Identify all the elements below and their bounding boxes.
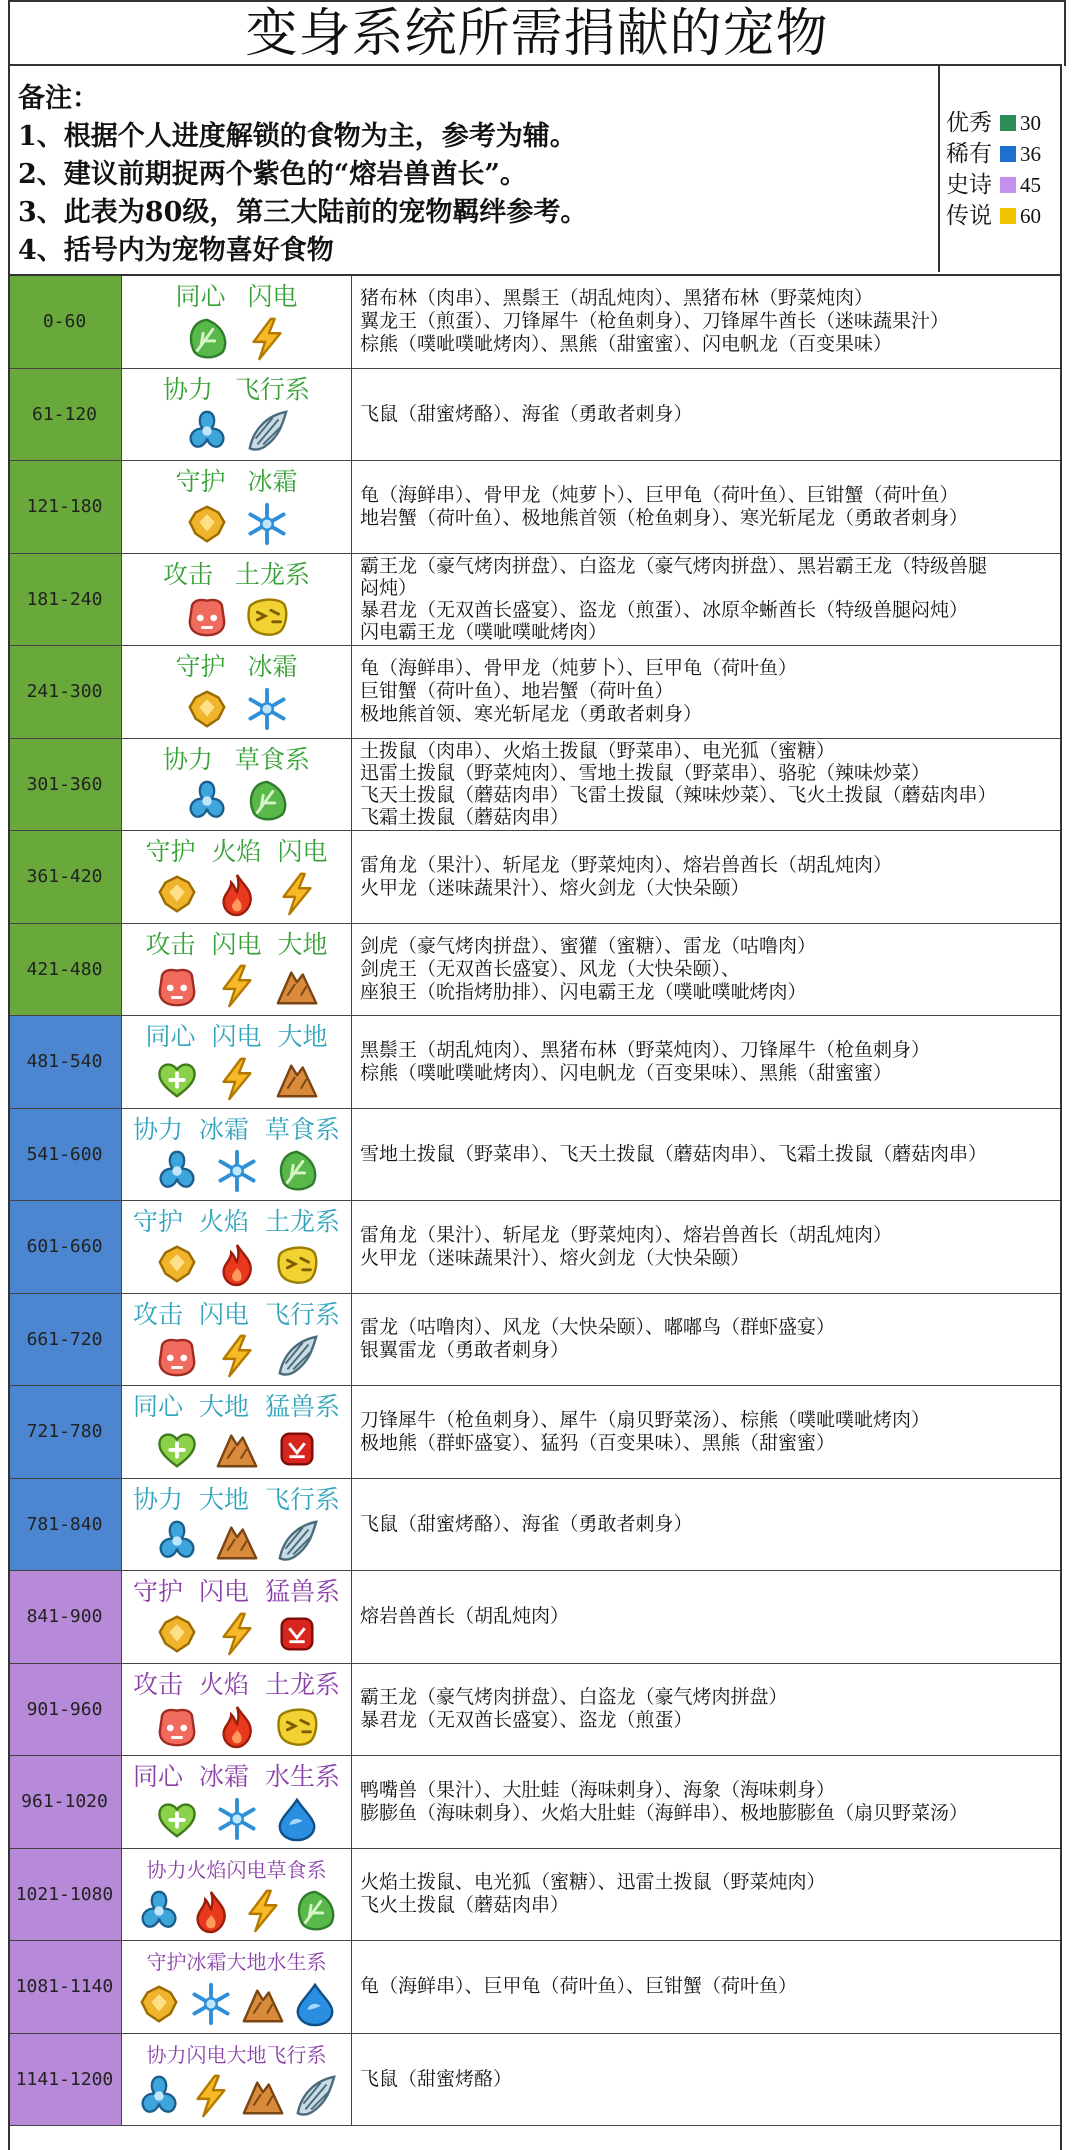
cooperation-icon (154, 1518, 200, 1564)
trait-name: 飞行系 (265, 1484, 341, 1514)
table-row (8, 1294, 1062, 1387)
legend-swatch (1000, 208, 1016, 224)
pet-line: 飞鼠（甜蜜烤酪）、海雀（勇敢者刺身） (360, 1512, 693, 1535)
lightning-icon (274, 871, 320, 917)
table-row (8, 739, 1062, 832)
trait-name: 大地 (198, 1484, 249, 1514)
snowflake-icon (244, 686, 290, 732)
trait-name: 冰霜 (198, 1762, 249, 1791)
bond-traits-cell (122, 369, 352, 461)
fire-icon (214, 1703, 260, 1749)
pets-cell (352, 554, 1062, 646)
cooperation-icon (154, 1148, 200, 1194)
beast-icon (274, 1426, 320, 1472)
mountain-icon (240, 1981, 286, 2027)
level-range-cell: 181-240 (8, 554, 122, 646)
level-range-cell: 481-540 (8, 1016, 122, 1108)
trait-name: 攻击 (132, 1299, 183, 1329)
pet-line: 极地熊（群虾盛宴）、猛犸（百变果味）、黑熊（甜蜜蜜） (360, 1431, 836, 1454)
trait-name: 同心 (175, 282, 226, 311)
trait-name: 草食系 (265, 1114, 341, 1144)
table-row (8, 1109, 1062, 1202)
bond-traits-cell (122, 831, 352, 923)
trait-icons (122, 1888, 351, 1934)
cooperation-icon (184, 408, 230, 454)
pet-line: 火甲龙（迷味蔬果汁）、熔火剑龙（大快朵颐） (360, 876, 750, 899)
pet-line: 龟（海鲜串）、骨甲龙（炖萝卜）、巨甲龟（荷叶鱼） (360, 657, 798, 680)
pet-line: 剑虎（豪气烤肉拼盘）、蜜獾（蜜糖）、雷龙（咕噜肉） (360, 934, 817, 957)
pet-line: 剑虎王（无双酋长盛宴）、风龙（大快朵颐）、 (360, 957, 741, 980)
pets-cell (352, 1109, 1062, 1201)
legend-swatch (1000, 177, 1016, 193)
cooperation-icon (184, 778, 230, 824)
pet-line: 土拨鼠（肉串）、火焰土拨鼠（野菜串）、电光狐（蜜糖） (360, 740, 836, 763)
pet-line: 龟（海鲜串）、巨甲龟（荷叶鱼）、巨钳蟹（荷叶鱼） (360, 1975, 798, 1998)
lightning-icon (244, 316, 290, 362)
pets-cell (352, 369, 1062, 461)
pet-line: 霸王龙（豪气烤肉拼盘）、白盗龙（豪气烤肉拼盘） (360, 1686, 788, 1709)
water-icon (274, 1796, 320, 1842)
table-row (8, 1571, 1062, 1664)
trait-name: 冰霜 (247, 467, 298, 496)
pets-cell (352, 646, 1062, 738)
pets-cell (352, 739, 1062, 831)
level-range-cell: 601-660 (8, 1201, 122, 1293)
fire-icon (214, 1241, 260, 1287)
pets-cell (352, 831, 1062, 923)
table-row (8, 1756, 1062, 1849)
trait-icons (122, 1796, 351, 1842)
legend-value: 45 (1020, 173, 1041, 197)
pet-line: 雷角龙（果汁）、斩尾龙（野菜炖肉）、熔岩兽酋长（胡乱炖肉） (360, 1223, 893, 1246)
table-row (8, 831, 1062, 924)
table-row (8, 554, 1062, 647)
legend-value: 60 (1020, 204, 1041, 228)
trait-icons (122, 1241, 351, 1287)
pet-line: 雷龙（咕噜肉）、风龙（大快朵颐）、嘟嘟鸟（群虾盛宴） (360, 1316, 836, 1339)
pet-line: 巨钳蟹（荷叶鱼）、地岩蟹（荷叶鱼） (360, 680, 674, 703)
bond-traits-cell (122, 1109, 352, 1201)
pet-line: 霸王龙（豪气烤肉拼盘）、白盗龙（豪气烤肉拼盘）、黑岩霸王龙（特级兽腿 (360, 555, 988, 578)
pet-line: 飞鼠（甜蜜烤酪） (360, 2067, 513, 2090)
lightning-icon (214, 1333, 260, 1379)
leaf-icon (274, 1148, 320, 1194)
pet-line: 棕熊（噗呲噗呲烤肉）、黑熊（甜蜜蜜）、闪电帆龙（百变果味） (360, 333, 893, 356)
attack-icon (184, 593, 230, 639)
pets-cell (352, 1201, 1062, 1293)
trait-names (122, 1300, 351, 1330)
trait-icons (122, 1611, 351, 1657)
trait-name: 同心 (145, 1022, 196, 1051)
level-range-cell: 1141-1200 (8, 2034, 122, 2126)
guard-icon (136, 1981, 182, 2027)
beast-icon (274, 1611, 320, 1657)
note-line: 1、根据个人进度解锁的食物为主，参考为辅。 (18, 121, 577, 152)
trait-name: 协力 (132, 1114, 183, 1144)
trait-name: 水生系 (265, 1762, 341, 1791)
legend-value: 30 (1020, 111, 1041, 135)
table-row (8, 2034, 1062, 2127)
bond-traits-cell (122, 1201, 352, 1293)
trait-icons (122, 408, 351, 454)
trait-icons (122, 501, 351, 547)
wing-icon (244, 408, 290, 454)
trait-name: 火焰 (211, 837, 262, 866)
earth-dragon-icon (274, 1703, 320, 1749)
heart-icon (154, 1426, 200, 1472)
trait-name: 飞行系 (235, 374, 311, 404)
trait-name: 闪电 (211, 929, 262, 959)
pets-cell (352, 1294, 1062, 1386)
pet-line: 银翼雷龙（勇敢者刺身） (360, 1339, 570, 1362)
pet-line: 座狼王（吮指烤肋排）、闪电霸王龙（噗呲噗呲烤肉） (360, 980, 807, 1003)
legend-swatch (1000, 115, 1016, 131)
trait-name: 大地 (198, 1392, 249, 1421)
legend-label: 稀有 (946, 141, 992, 167)
notes-heading: 备注： (18, 83, 99, 114)
level-range-cell: 0-60 (8, 276, 122, 368)
trait-name: 攻击 (145, 929, 196, 959)
level-range-cell: 121-180 (8, 461, 122, 553)
trait-names (122, 1485, 351, 1515)
heart-icon (154, 1796, 200, 1842)
bond-traits-cell (122, 1756, 352, 1848)
pet-line: 极地熊首领、寒光斩尾龙（勇敢者刺身） (360, 703, 703, 726)
mountain-icon (214, 1426, 260, 1472)
pet-line: 飞火土拨鼠（蘑菇肉串） (360, 1894, 570, 1917)
level-range-cell: 961-1020 (8, 1756, 122, 1848)
trait-name: 大地 (277, 1022, 328, 1051)
trait-name: 猛兽系 (265, 1392, 341, 1421)
trait-name: 闪电 (247, 282, 298, 311)
lightning-icon (214, 1056, 260, 1102)
pet-line: 膨膨鱼（海味刺身）、火焰大肚蛙（海鲜串）、极地膨膨鱼（扇贝野菜汤） (360, 1801, 969, 1824)
trait-name: 协力 (162, 744, 213, 774)
trait-names (122, 1392, 351, 1422)
trait-name: 同心 (132, 1392, 183, 1421)
trait-name: 冰霜 (247, 652, 298, 681)
leaf-icon (292, 1888, 338, 1934)
legend-label: 史诗 (946, 172, 992, 198)
pets-cell (352, 924, 1062, 1016)
table-row (8, 369, 1062, 462)
pet-line: 飞天土拨鼠（蘑菇肉串）飞雷土拨鼠（辣味炒菜）、飞火土拨鼠（蘑菇肉串） (360, 784, 997, 807)
pets-cell (352, 1849, 1062, 1941)
trait-name: 守护 (175, 652, 226, 681)
guard-icon (154, 871, 200, 917)
trait-names (122, 1115, 351, 1145)
bond-traits-cell (122, 1386, 352, 1478)
bond-traits-cell (122, 1294, 352, 1386)
pet-line: 暴君龙（无双酋长盛宴）、盗龙（煎蛋）、冰原伞蜥酋长（特级兽腿闷炖） (360, 599, 969, 622)
legend-row (940, 170, 1060, 201)
trait-icons (122, 1148, 351, 1194)
trait-name: 火焰 (198, 1207, 249, 1236)
pets-cell (352, 1016, 1062, 1108)
earth-dragon-icon (274, 1241, 320, 1287)
mountain-icon (274, 1056, 320, 1102)
table-row (8, 276, 1062, 369)
trait-icons (122, 1518, 351, 1564)
leaf-icon (244, 778, 290, 824)
cooperation-icon (136, 1888, 182, 1934)
trait-name: 协力 (162, 374, 213, 404)
trait-names (122, 745, 351, 775)
mountain-icon (240, 2073, 286, 2119)
pets-cell (352, 1571, 1062, 1663)
bond-traits-cell (122, 461, 352, 553)
trait-name: 协力 (132, 1484, 183, 1514)
bond-traits-cell (122, 554, 352, 646)
leaf-icon (184, 316, 230, 362)
trait-name: 火焰 (198, 1669, 249, 1699)
pets-cell (352, 276, 1062, 368)
attack-icon (154, 1333, 200, 1379)
pet-line: 龟（海鲜串）、骨甲龙（炖萝卜）、巨甲龟（荷叶鱼）、巨钳蟹（荷叶鱼） (360, 483, 959, 506)
trait-name: 猛兽系 (265, 1577, 341, 1606)
trait-name: 闪电 (198, 1577, 249, 1606)
trait-icons (122, 1981, 351, 2027)
guard-icon (184, 686, 230, 732)
pet-line: 地岩蟹（荷叶鱼）、极地熊首领（枪鱼刺身）、寒光斩尾龙（勇敢者刺身） (360, 506, 969, 529)
pet-line: 飞鼠（甜蜜烤酪）、海雀（勇敢者刺身） (360, 402, 693, 425)
trait-icons (122, 1703, 351, 1749)
table-row (8, 1849, 1062, 1942)
trait-name: 土龙系 (265, 1669, 341, 1699)
trait-names (122, 467, 351, 497)
level-range-cell: 721-780 (8, 1386, 122, 1478)
pet-line: 熔岩兽酋长（胡乱炖肉） (360, 1605, 570, 1628)
table-row (8, 1201, 1062, 1294)
pets-cell (352, 1479, 1062, 1571)
bond-traits-cell (122, 276, 352, 368)
level-range-cell: 541-600 (8, 1109, 122, 1201)
pet-line: 火甲龙（迷味蔬果汁）、熔火剑龙（大快朵颐） (360, 1246, 750, 1269)
level-range-cell: 301-360 (8, 739, 122, 831)
trait-name: 飞行系 (265, 1299, 341, 1329)
legend-row (940, 108, 1060, 139)
trait-icons (122, 2073, 351, 2119)
pet-line: 闪电霸王龙（噗呲噗呲烤肉） (360, 621, 608, 644)
trait-names (122, 652, 351, 682)
wing-icon (292, 2073, 338, 2119)
pets-cell (352, 1941, 1062, 2033)
trait-name: 协力闪电大地飞行系 (146, 2042, 327, 2067)
legend-value: 36 (1020, 142, 1041, 166)
bond-table (8, 276, 1062, 2126)
bond-traits-cell (122, 924, 352, 1016)
trait-name: 草食系 (235, 744, 311, 774)
legend-row (940, 139, 1060, 170)
trait-name: 土龙系 (265, 1207, 341, 1236)
trait-name: 守护 (145, 837, 196, 866)
notes-text (18, 80, 938, 270)
level-range-cell: 661-720 (8, 1294, 122, 1386)
trait-name: 大地 (277, 929, 328, 959)
trait-icons (122, 871, 351, 917)
trait-name: 攻击 (162, 559, 213, 589)
wing-icon (274, 1518, 320, 1564)
pet-line: 黑鬃王（胡乱炖肉）、黑猪布林（野菜炖肉）、刀锋犀牛（枪鱼刺身） (360, 1038, 931, 1061)
bond-traits-cell (122, 1016, 352, 1108)
trait-name: 守护 (132, 1577, 183, 1606)
snowflake-icon (244, 501, 290, 547)
level-range-cell: 781-840 (8, 1479, 122, 1571)
attack-icon (154, 1703, 200, 1749)
pet-line: 雷角龙（果汁）、斩尾龙（野菜炖肉）、熔岩兽酋长（胡乱炖肉） (360, 853, 893, 876)
bond-traits-cell (122, 2034, 352, 2126)
heart-icon (154, 1056, 200, 1102)
mountain-icon (274, 963, 320, 1009)
snowflake-icon (214, 1148, 260, 1194)
earth-dragon-icon (244, 593, 290, 639)
pet-line: 棕熊（噗呲噗呲烤肉）、闪电帆龙（百变果味）、黑熊（甜蜜蜜） (360, 1061, 893, 1084)
trait-name: 守护 (132, 1207, 183, 1236)
trait-icons (122, 1333, 351, 1379)
note-line: 3、此表为80级，第三大陆前的宠物羁绊参考。 (18, 197, 588, 228)
level-range-cell: 841-900 (8, 1571, 122, 1663)
pets-cell (352, 1664, 1062, 1756)
trait-icons (122, 593, 351, 639)
pet-line: 雪地土拨鼠（野菜串）、飞天土拨鼠（蘑菇肉串）、飞霜土拨鼠（蘑菇肉串） (360, 1142, 988, 1165)
trait-names (122, 1022, 351, 1052)
guard-icon (184, 501, 230, 547)
rarity-legend (938, 66, 1060, 272)
bond-traits-cell (122, 1479, 352, 1571)
lightning-icon (240, 1888, 286, 1934)
note-line: 2、建议前期捉两个紫色的“熔岩兽酋长”。 (18, 159, 527, 190)
trait-name: 冰霜 (198, 1114, 249, 1144)
trait-names (122, 560, 351, 590)
pet-line: 暴君龙（无双酋长盛宴）、盗龙（煎蛋） (360, 1709, 693, 1732)
pet-line: 飞霜土拨鼠（蘑菇肉串） (360, 806, 570, 829)
pet-line: 鸭嘴兽（果汁）、大肚蛙（海味刺身）、海象（海味刺身） (360, 1778, 836, 1801)
table-row (8, 1941, 1062, 2034)
guard-icon (154, 1611, 200, 1657)
table-row (8, 1479, 1062, 1572)
table-row (8, 646, 1062, 739)
level-range-cell: 1021-1080 (8, 1849, 122, 1941)
guard-icon (154, 1241, 200, 1287)
table-row (8, 1016, 1062, 1109)
fire-icon (188, 1888, 234, 1934)
trait-icons (122, 316, 351, 362)
trait-names (122, 1577, 351, 1607)
snowflake-icon (188, 1981, 234, 2027)
trait-names (122, 282, 351, 312)
attack-icon (154, 963, 200, 1009)
pet-line: 闷炖） (360, 577, 418, 600)
bond-traits-cell (122, 1849, 352, 1941)
snowflake-icon (214, 1796, 260, 1842)
trait-name: 守护 (175, 467, 226, 496)
bond-traits-cell (122, 1571, 352, 1663)
pets-cell (352, 1756, 1062, 1848)
trait-name: 协力火焰闪电草食系 (146, 1857, 327, 1882)
water-icon (292, 1981, 338, 2027)
legend-label: 优秀 (946, 110, 992, 136)
trait-names (122, 1762, 351, 1792)
level-range-cell: 1081-1140 (8, 1941, 122, 2033)
table-row (8, 924, 1062, 1017)
trait-names (122, 1947, 351, 1977)
bond-traits-cell (122, 1664, 352, 1756)
pet-line: 迅雷土拨鼠（野菜炖肉）、雪地土拨鼠（野菜串）、骆驼（辣味炒菜） (360, 762, 931, 785)
level-range-cell: 241-300 (8, 646, 122, 738)
trait-name: 土龙系 (235, 559, 311, 589)
pets-cell (352, 1386, 1062, 1478)
trait-name: 闪电 (277, 837, 328, 866)
trait-name: 攻击 (132, 1669, 183, 1699)
trait-names (122, 2040, 351, 2070)
table-row (8, 1386, 1062, 1479)
trait-icons (122, 963, 351, 1009)
trait-name: 同心 (132, 1762, 183, 1791)
note-line: 4、括号内为宠物喜好食物 (18, 235, 334, 266)
bond-traits-cell (122, 646, 352, 738)
trait-icons (122, 1426, 351, 1472)
lightning-icon (214, 963, 260, 1009)
trait-names (122, 930, 351, 960)
trait-icons (122, 1056, 351, 1102)
pets-cell (352, 2034, 1062, 2126)
trait-icons (122, 778, 351, 824)
trait-name: 闪电 (198, 1299, 249, 1329)
bond-traits-cell (122, 739, 352, 831)
legend-row (940, 201, 1060, 232)
pet-line: 火焰土拨鼠、电光狐（蜜糖）、迅雷土拨鼠（野菜炖肉） (360, 1871, 826, 1894)
trait-name: 闪电 (211, 1022, 262, 1051)
bond-traits-cell (122, 1941, 352, 2033)
wing-icon (274, 1333, 320, 1379)
table-row (8, 461, 1062, 554)
legend-swatch (1000, 146, 1016, 162)
level-range-cell: 61-120 (8, 369, 122, 461)
trait-names (122, 375, 351, 405)
pet-line: 刀锋犀牛（枪鱼刺身）、犀牛（扇贝野菜汤）、棕熊（噗呲噗呲烤肉） (360, 1408, 931, 1431)
notes-panel (8, 64, 1062, 276)
trait-name: 守护冰霜大地水生系 (146, 1950, 327, 1974)
level-range-cell: 421-480 (8, 924, 122, 1016)
page-title: 变身系统所需捐献的宠物 (8, 0, 1066, 66)
cooperation-icon (136, 2073, 182, 2119)
lightning-icon (188, 2073, 234, 2119)
fire-icon (214, 871, 260, 917)
pet-line: 猪布林（肉串）、黑鬃王（胡乱炖肉）、黑猪布林（野菜炖肉） (360, 287, 874, 310)
level-range-cell: 901-960 (8, 1664, 122, 1756)
lightning-icon (214, 1611, 260, 1657)
trait-names (122, 837, 351, 867)
table-row (8, 1664, 1062, 1757)
pet-line: 翼龙王（煎蛋）、刀锋犀牛（枪鱼刺身）、刀锋犀牛酋长（迷味蔬果汁） (360, 310, 950, 333)
trait-names (122, 1207, 351, 1237)
trait-names (122, 1670, 351, 1700)
legend-label: 传说 (946, 203, 992, 229)
level-range-cell: 361-420 (8, 831, 122, 923)
mountain-icon (214, 1518, 260, 1564)
trait-names (122, 1855, 351, 1885)
trait-icons (122, 686, 351, 732)
pets-cell (352, 461, 1062, 553)
